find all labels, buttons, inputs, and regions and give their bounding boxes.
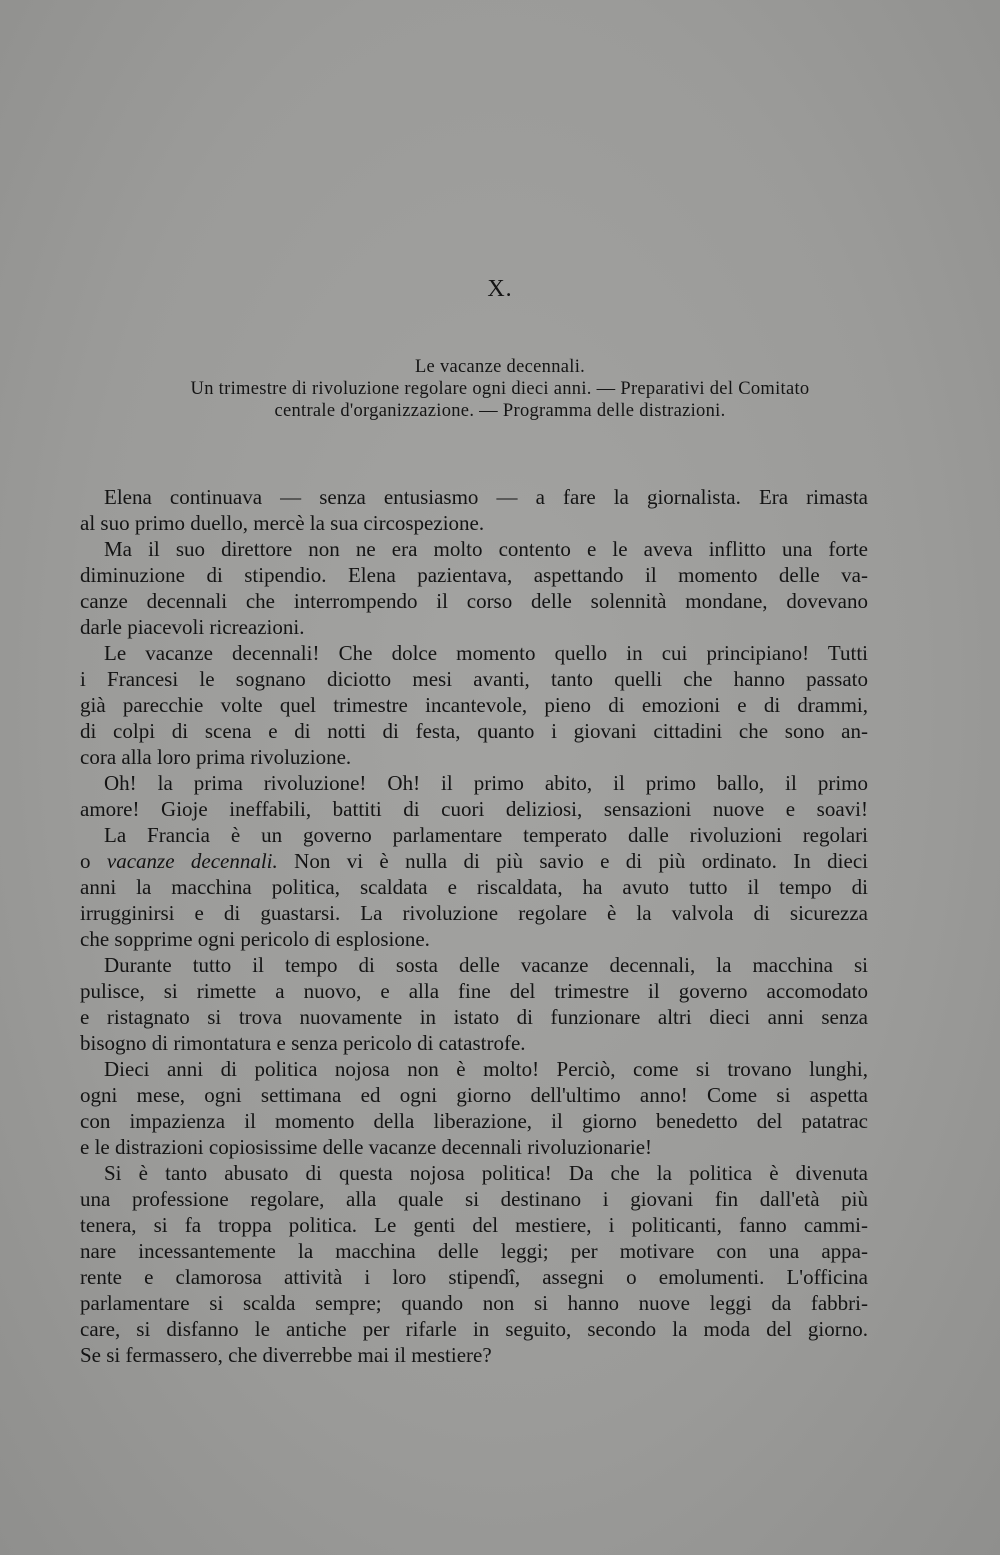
text-line: Elena continuava — senza entusiasmo — a fare la giornalista. Era rimasta: [104, 485, 868, 509]
text-line: ogni mese, ogni settimana ed ogni giorno dell'ultimo anno! Come si aspetta: [80, 1083, 868, 1107]
text-line: care, si disfanno le antiche per rifarle in seguito, secondo la moda del giorno.: [80, 1317, 868, 1341]
summary-title: Le vacanze decennali.: [414, 357, 586, 377]
text-line: nare incessantemente la macchina delle leggi; per motivare con una appa-: [80, 1239, 868, 1263]
text-line: canze decennali che interrompendo il corso delle solennità mondane, dovevano: [80, 589, 868, 613]
text-fragment: o: [80, 849, 91, 873]
text-line-mixed: [80, 848, 868, 874]
text-line: i Francesi le sognano diciotto mesi avanti, tanto quelli che hanno passato: [80, 667, 868, 691]
italic-phrase: vacanze decennali.: [106, 849, 278, 873]
text-line: Oh! la prima rivoluzione! Oh! il primo abito, il primo ballo, il primo: [104, 771, 868, 795]
text-line: La Francia è un governo parlamentare temperato dalle rivoluzioni regolari: [104, 823, 868, 847]
summary-line: centrale d'organizzazione. — Programma delle distrazioni.: [274, 401, 726, 421]
text-line: anni la macchina politica, scaldata e riscaldata, ha avuto tutto il tempo di: [80, 875, 868, 899]
text-line: parlamentare si scalda sempre; quando non si hanno nuove leggi da fabbri-: [80, 1291, 868, 1315]
text-line: Le vacanze decennali! Che dolce momento quello in cui principiano! Tutti: [104, 641, 868, 665]
text-line: rente e clamorosa attività i loro stipendî, assegni o emolumenti. L'officina: [80, 1265, 868, 1289]
text-line: al suo primo duello, mercè la sua circospezione.: [80, 511, 485, 535]
text-fragment: Non vi è nulla di più savio e di più ordinato. In dieci: [294, 849, 868, 873]
text-line: diminuzione di stipendio. Elena pazientava, aspettando il momento delle va-: [80, 563, 868, 587]
text-line: tenera, si fa troppa politica. Le genti del mestiere, i politicanti, fanno cammi-: [80, 1213, 868, 1237]
text-line: cora alla loro prima rivoluzione.: [80, 745, 352, 769]
text-line: che sopprime ogni pericolo di esplosione.: [80, 927, 430, 951]
text-line: darle piacevoli ricreazioni.: [80, 615, 305, 639]
text-line: Ma il suo direttore non ne era molto contento e le aveva inflitto una forte: [104, 537, 868, 561]
text-line: Se si fermassero, che diverrebbe mai il mestiere?: [80, 1343, 492, 1367]
chapter-summary: [60, 356, 940, 422]
text-line: pulisce, si rimette a nuovo, e alla fine del trimestre il governo accomodato: [80, 979, 868, 1003]
text-line: Durante tutto il tempo di sosta delle vacanze decennali, la macchina si: [104, 953, 868, 977]
summary-line: Un trimestre di rivoluzione regolare ogni dieci anni. — Preparativi del Comitato: [190, 379, 810, 399]
text-line: di colpi di scena e di notti di festa, quanto i giovani cittadini che sono an-: [80, 719, 868, 743]
text-line: con impazienza il momento della liberazione, il giorno benedetto del patatrac: [80, 1109, 868, 1133]
text-line: Si è tanto abusato di questa nojosa politica! Da che la politica è divenuta: [104, 1161, 868, 1185]
text-line: bisogno di rimontatura e senza pericolo di catastrofe.: [80, 1031, 526, 1055]
text-line: amore! Gioje ineffabili, battiti di cuori deliziosi, sensazioni nuove e soavi!: [80, 797, 868, 821]
text-line: e ristagnato si trova nuovamente in istato di funzionare altri dieci anni senza: [80, 1005, 868, 1029]
text-line: irrugginirsi e di guastarsi. La rivoluzione regolare è la valvola di sicurezza: [80, 901, 868, 925]
text-line: già parecchie volte quel trimestre incantevole, pieno di emozioni e di drammi,: [80, 693, 868, 717]
chapter-body: [80, 484, 868, 1368]
text-line: una professione regolare, alla quale si destinano i giovani fin dall'età più: [80, 1187, 868, 1211]
text-line: Dieci anni di politica nojosa non è molto! Perciò, come si trovano lunghi,: [104, 1057, 868, 1081]
text-line: e le distrazioni copiosissime delle vacanze decennali rivoluzionarie!: [80, 1135, 653, 1159]
chapter-number: X.: [487, 276, 513, 302]
